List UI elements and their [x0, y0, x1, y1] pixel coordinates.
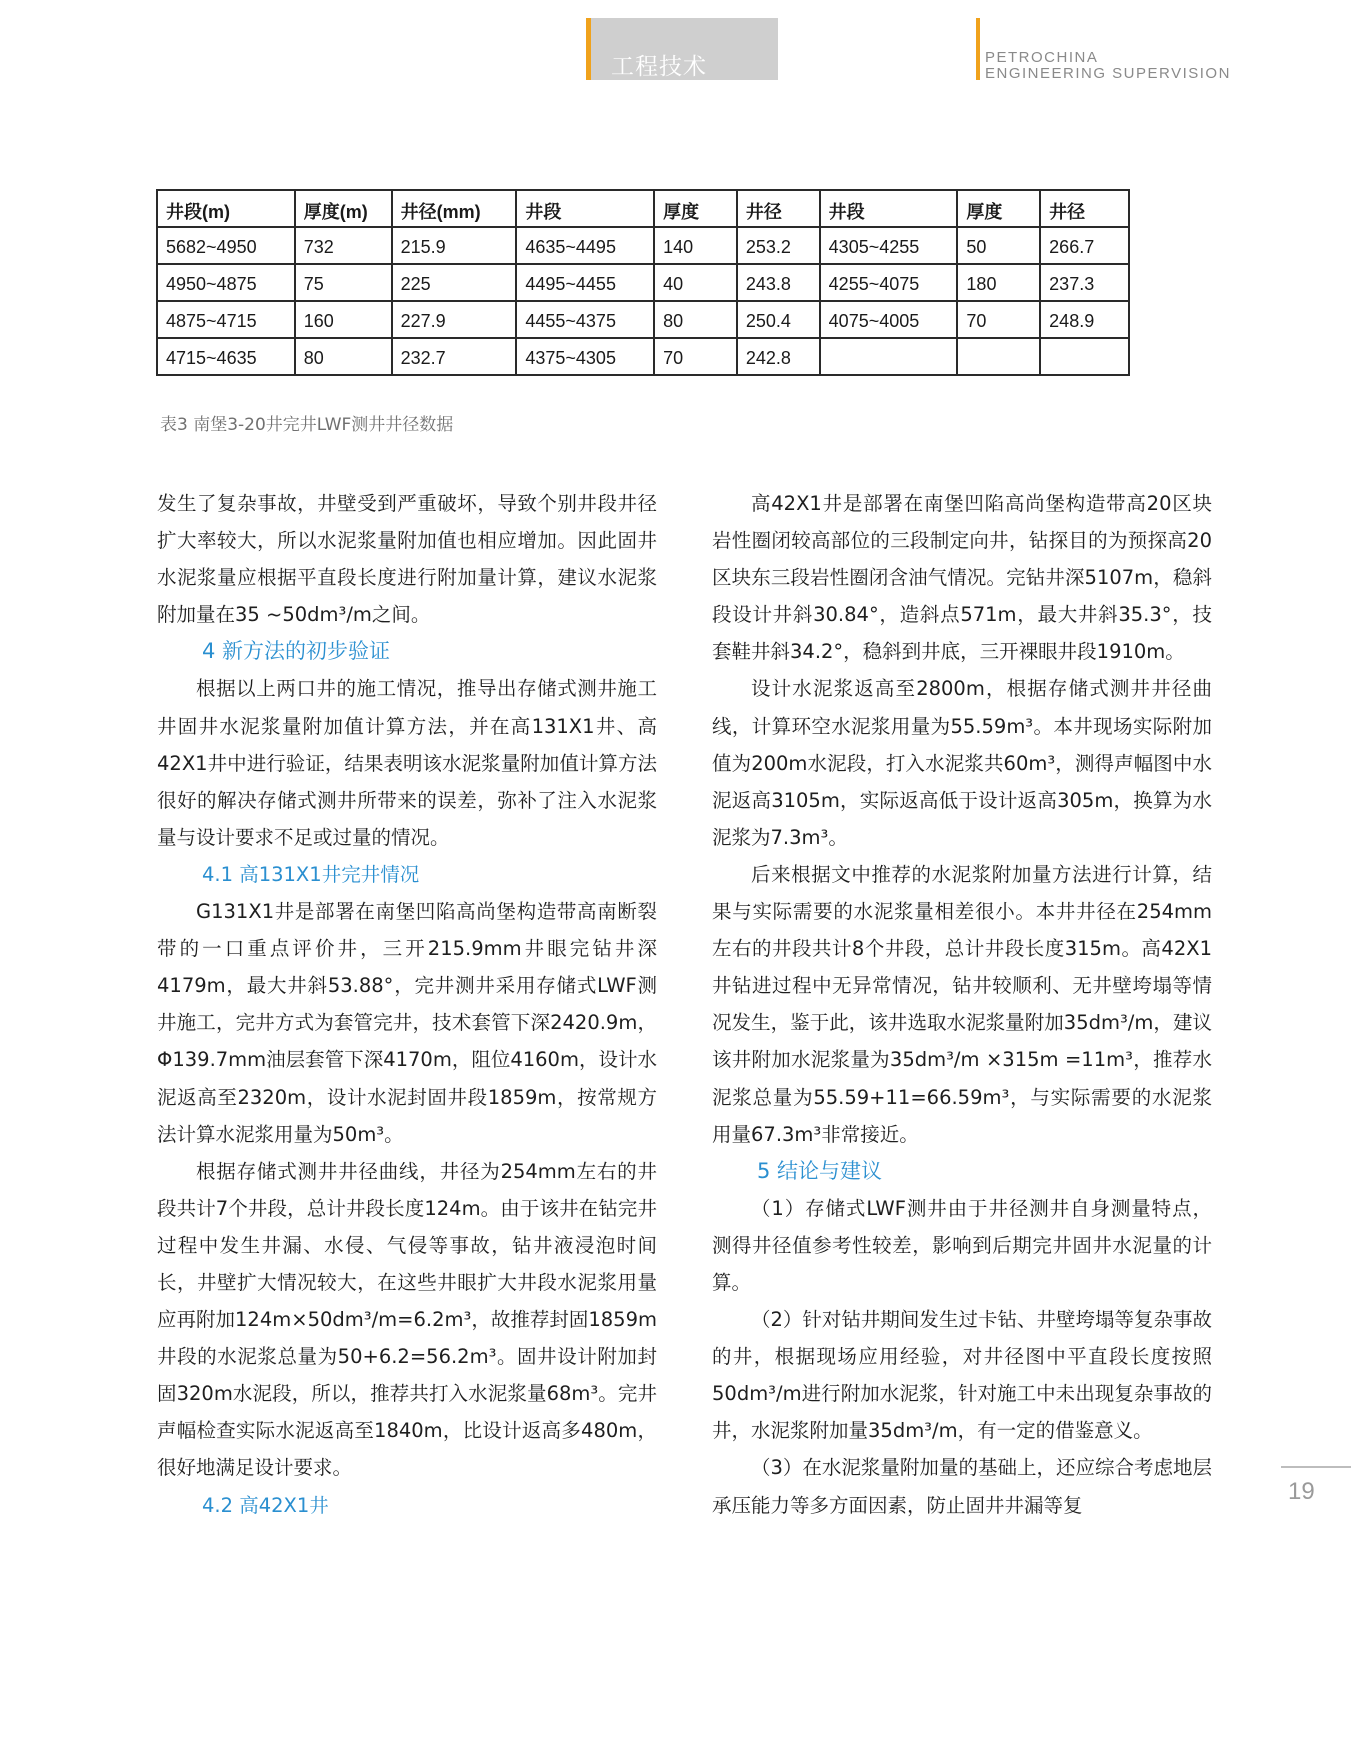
table-cell: 4375~4305 [516, 338, 654, 375]
body-paragraph: 高42X1井是部署在南堡凹陷高尚堡构造带高20区块岩性圈闭较高部位的三段制定向井，钻探目的为预探高20区块东三段岩性圈闭含油气情况。完钻井深5107m，稳斜段设计井斜30.84°，造斜点571m，最大井斜35.3°，技套鞋井斜34.2°，稳斜到井底，三开裸眼井段1910m。 [712, 492, 1212, 664]
body-paragraph: G131X1井是部署在南堡凹陷高尚堡构造带高南断裂带的一口重点评价井，三开215.9mm井眼完钻井深4179m，最大井斜53.88°，完井测井采用存储式LWF测井施工，完井方式为套管完井，技术套管下深2420.9m，Φ139.7mm油层套管下深4170m，阻位4160m，设计水泥返高至2320m，设计水泥封固井段1859m，按常规方法计算水泥浆用量为50m³。 [157, 900, 657, 1146]
table-cell: 4635~4495 [516, 227, 654, 264]
table-cell: 50 [957, 227, 1040, 264]
journal-name-line2: ENGINEERING SUPERVISION [985, 65, 1231, 82]
left-column [157, 485, 657, 1524]
table-cell: 160 [295, 301, 392, 338]
table-cell: 253.2 [737, 227, 820, 264]
table-body [157, 227, 1129, 375]
table-header-cell: 井段 [820, 190, 958, 227]
table-header-cell: 厚度 [654, 190, 737, 227]
table-header-cell: 井径(mm) [392, 190, 517, 227]
table-cell: 5682~4950 [157, 227, 295, 264]
table-row [157, 227, 1129, 264]
body-paragraph: （2）针对钻井期间发生过卡钻、井壁垮塌等复杂事故的井，根据现场应用经验，对井径图中平直段长度按照50dm³/m进行附加水泥浆，针对施工中未出现复杂事故的井，水泥浆附加量35dm³/m，有一定的借鉴意义。 [712, 1308, 1212, 1443]
table-cell: 215.9 [392, 227, 517, 264]
table-cell: 4455~4375 [516, 301, 654, 338]
table-cell: 80 [295, 338, 392, 375]
table-row [157, 301, 1129, 338]
right-column [712, 485, 1212, 1524]
body-paragraph: 设计水泥浆返高至2800m，根据存储式测井井径曲线，计算环空水泥浆用量为55.59m³。本井现场实际附加值为200m水泥段，打入水泥浆共60m³，测得声幅图中水泥返高3105m，实际返高低于设计返高305m，换算为水泥浆为7.3m³。 [712, 677, 1212, 849]
body-paragraph: 根据以上两口井的施工情况，推导出存储式测井施工井固井水泥浆量附加值计算方法，并在高131X1井、高42X1井中进行验证，结果表明该水泥浆量附加值计算方法很好的解决存储式测井所带来的误差，弥补了注入水泥浆量与设计要求不足或过量的情况。 [157, 677, 657, 849]
table-header-cell: 厚度(m) [295, 190, 392, 227]
table-cell: 4950~4875 [157, 264, 295, 301]
table-cell: 732 [295, 227, 392, 264]
page-number: 19 [1288, 1478, 1315, 1505]
body-paragraph: 发生了复杂事故，井壁受到严重破坏，导致个别井段井径扩大率较大，所以水泥浆量附加值也相应增加。因此固井水泥浆量应根据平直段长度进行附加量计算，建议水泥浆附加量在35 ~50dm³/m之间。 [157, 492, 657, 627]
table-cell: 4495~4455 [516, 264, 654, 301]
section-title: 工程技术 [611, 54, 707, 80]
table-cell [1040, 338, 1129, 375]
table-row [157, 264, 1129, 301]
table-cell [957, 338, 1040, 375]
table-cell: 70 [654, 338, 737, 375]
table-header-cell: 井段(m) [157, 190, 295, 227]
table-cell: 237.3 [1040, 264, 1129, 301]
table-cell: 225 [392, 264, 517, 301]
table-header-cell: 井径 [737, 190, 820, 227]
table-cell: 80 [654, 301, 737, 338]
table-cell: 242.8 [737, 338, 820, 375]
well-diameter-table [156, 189, 1130, 376]
subsection-heading: 4.2 高42X1井 [202, 1493, 329, 1517]
table-cell: 243.8 [737, 264, 820, 301]
table-header-row [157, 190, 1129, 227]
journal-name-line1: PETROCHINA [985, 49, 1099, 66]
subsection-heading: 4.1 高131X1井完井情况 [202, 862, 420, 886]
table-cell: 4715~4635 [157, 338, 295, 375]
table-cell: 248.9 [1040, 301, 1129, 338]
table-cell: 4875~4715 [157, 301, 295, 338]
body-paragraph: （1）存储式LWF测井由于井径测井自身测量特点，测得井径值参考性较差，影响到后期完井固井水泥量的计算。 [712, 1196, 1212, 1294]
table-cell: 4255~4075 [820, 264, 958, 301]
table-header-cell: 井段 [516, 190, 654, 227]
body-paragraph: （3）在水泥浆量附加量的基础上，还应综合考虑地层承压能力等多方面因素，防止固井井漏等复 [712, 1456, 1212, 1517]
table-cell: 250.4 [737, 301, 820, 338]
journal-name [976, 18, 1231, 80]
section-tab [586, 18, 778, 80]
table-cell: 75 [295, 264, 392, 301]
section-heading: 4 新方法的初步验证 [202, 639, 391, 664]
table-cell: 227.9 [392, 301, 517, 338]
table-row [157, 338, 1129, 375]
body-paragraph: 后来根据文中推荐的水泥浆附加量方法进行计算，结果与实际需要的水泥浆量相差很小。本井井径在254mm左右的井段共计8个井段，总计井段长度315m。高42X1井钻进过程中无异常情况，钻井较顺利、无井壁垮塌等情况发生，鉴于此，该井选取水泥浆量附加35dm³/m，建议该井附加水泥浆量为35dm³/m ×315m =11m³，推荐水泥浆总量为55.59+11=66.59m³，与实际需要的水泥浆用量67.3m³非常接近。 [712, 862, 1212, 1146]
table-cell: 266.7 [1040, 227, 1129, 264]
table-caption: 表3 南堡3-20井完井LWF测井井径数据 [160, 415, 454, 435]
table-cell: 4305~4255 [820, 227, 958, 264]
section-heading: 5 结论与建议 [757, 1158, 883, 1183]
table-cell: 70 [957, 301, 1040, 338]
table-header-cell: 井径 [1040, 190, 1129, 227]
table-header-cell: 厚度 [957, 190, 1040, 227]
page-number-rule [1281, 1466, 1351, 1468]
table-cell: 180 [957, 264, 1040, 301]
table-cell: 232.7 [392, 338, 517, 375]
body-paragraph: 根据存储式测井井径曲线，井径为254mm左右的井段共计7个井段，总计井段长度124m。由于该井在钻完井过程中发生井漏、水侵、气侵等事故，钻井液浸泡时间长，井壁扩大情况较大，在这些井眼扩大井段水泥浆用量应再附加124m×50dm³/m=6.2m³，故推荐封固1859m井段的水泥浆总量为50+6.2=56.2m³。固井设计附加封固320m水泥段，所以，推荐共打入水泥浆量68m³。完井声幅检查实际水泥返高至1840m，比设计返高多480m，很好地满足设计要求。 [157, 1159, 657, 1480]
table-cell [820, 338, 958, 375]
table-cell: 40 [654, 264, 737, 301]
table-cell: 4075~4005 [820, 301, 958, 338]
table-cell: 140 [654, 227, 737, 264]
